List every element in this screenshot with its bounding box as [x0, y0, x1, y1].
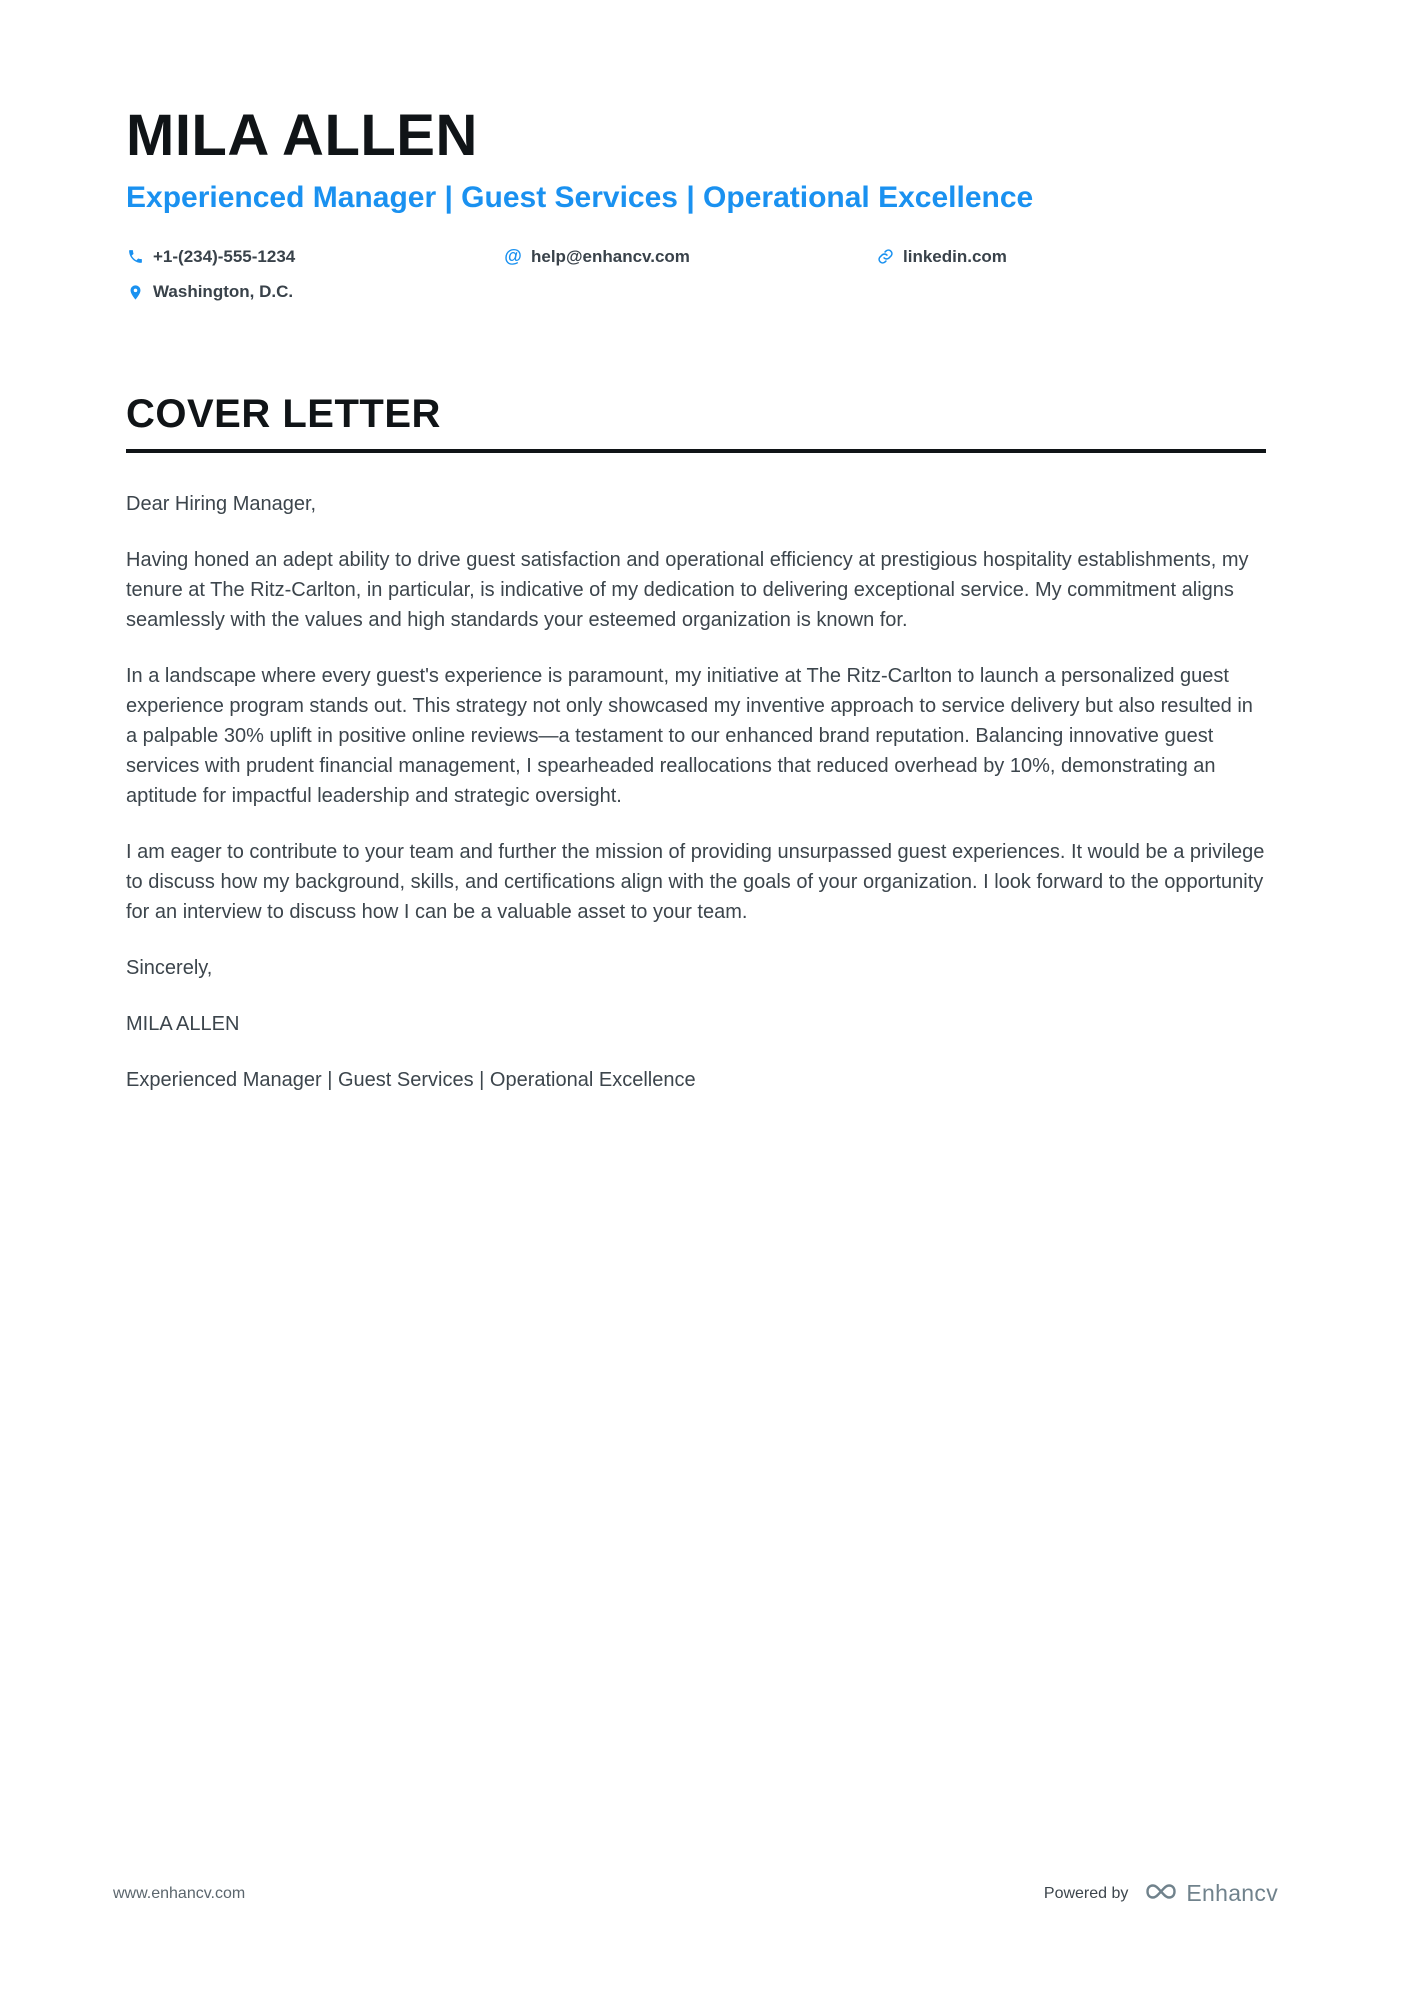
brand-name: Enhancv [1186, 1880, 1278, 1906]
powered-by [1044, 1880, 1278, 1907]
phone-icon [126, 248, 144, 265]
contact-linkedin [876, 247, 1266, 267]
contact-row [126, 246, 1266, 302]
powered-by-label: Powered by [1043, 1884, 1129, 1902]
signature-name: MILA ALLEN [126, 1013, 240, 1036]
header [126, 104, 1266, 302]
paragraph-2: In a landscape where every guest's experience is paramount, my initiative at The Ritz-Carlton to launch a personalized guest experience program stands out. This strategy not only showcased my inventive approach to service delivery but also resulted in a palpable 30% uplift in positive online reviews—a testament to our enhanced brand reputation. Balancing innovative guest services with prudent financial management, I spearheaded reallocations that reduced overhead by 10%, demonstrating an aptitude for impactful leadership and strategic oversight. [126, 665, 1253, 808]
paragraph-3: I am eager to contribute to your team and further the mission of providing unsurpassed guest experiences. It would be a privilege to discuss how my background, skills, and certifications align with the goals of your organization. I look forward to the opportunity for an interview to discuss how I can be a valuable asset to your team. [126, 841, 1265, 924]
cover-letter-section [126, 392, 1266, 1095]
contact-email [504, 246, 876, 267]
signature-title: Experienced Manager | Guest Services | Operational Excellence [126, 1069, 696, 1092]
location-icon [126, 284, 144, 301]
paragraph-1: Having honed an adept ability to drive guest satisfaction and operational efficiency at prestigious hospitality establishments, my tenure at The Ritz-Carlton, in particular, is indicative of my dedication to delivering exceptional service. My commitment aligns seamlessly with the values and high standards your esteemed organization is known for. [126, 549, 1249, 632]
footer-website-link[interactable]: www.enhancv.com [113, 1884, 246, 1902]
closing: Sincerely, [126, 957, 213, 980]
link-icon [876, 248, 894, 265]
brand-logo[interactable] [1144, 1880, 1278, 1907]
footer [113, 1880, 1278, 1907]
salutation: Dear Hiring Manager, [126, 493, 317, 516]
at-icon: @ [504, 246, 522, 267]
contact-linkedin-text[interactable]: linkedin.com [903, 246, 1007, 266]
contact-location [126, 282, 504, 302]
contact-location-text: Washington, D.C. [153, 282, 294, 302]
contact-email-text[interactable]: help@enhancv.com [531, 246, 690, 266]
contact-phone [126, 247, 504, 267]
section-title: COVER LETTER [126, 392, 1266, 453]
candidate-headline: Experienced Manager | Guest Services | Operational Excellence [126, 180, 1034, 214]
enhancv-logo-icon [1144, 1881, 1178, 1907]
contact-phone-text[interactable]: +1-(234)-555-1234 [153, 246, 296, 266]
candidate-name: MILA ALLEN [126, 103, 478, 168]
letter-body [126, 489, 1266, 1095]
